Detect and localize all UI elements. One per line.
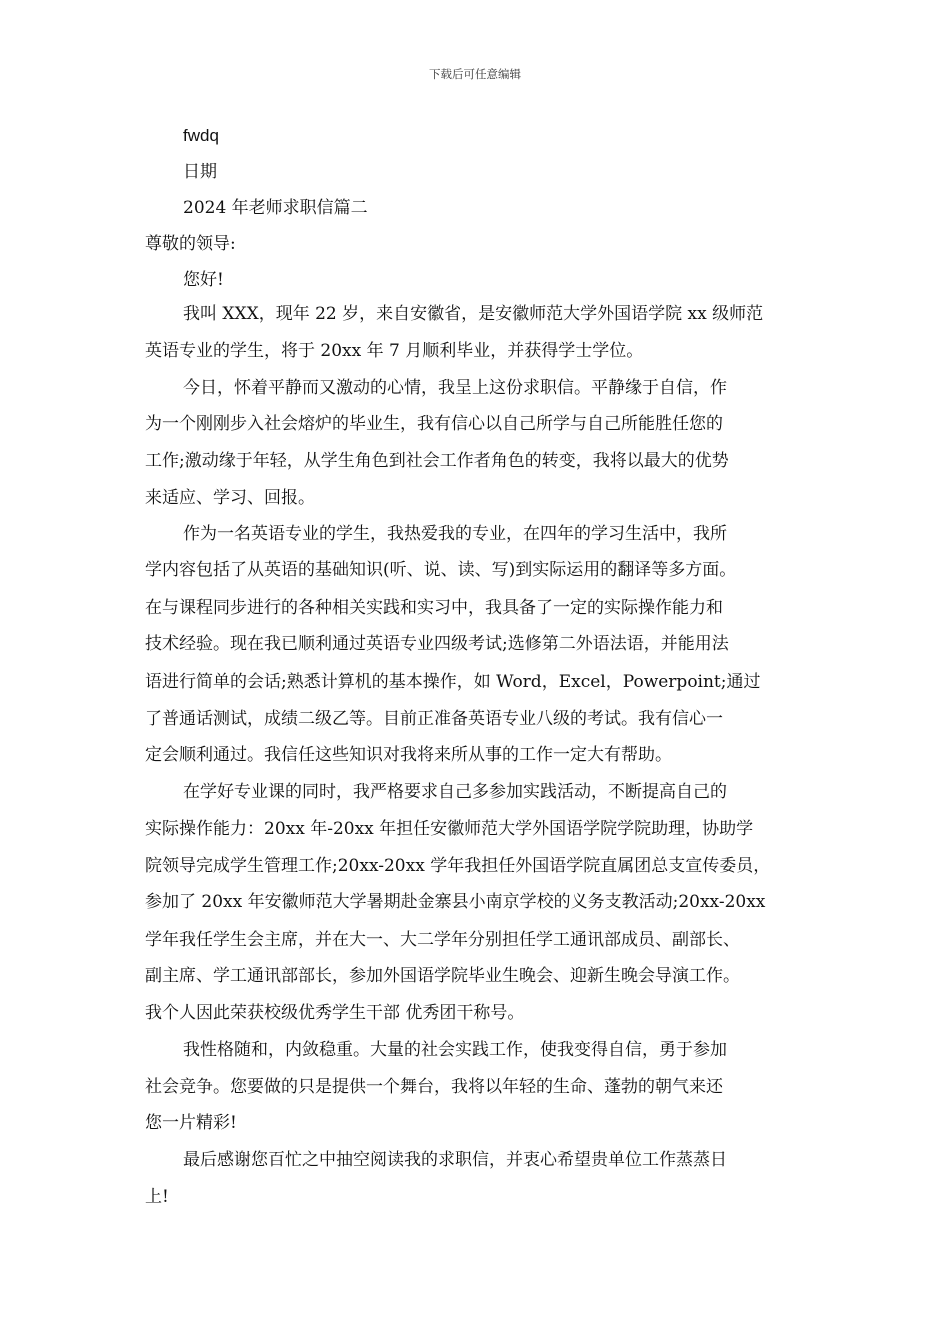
paragraph-line: 您一片精彩! [145, 1113, 237, 1133]
paragraph-line: 实际操作能力：20xx 年-20xx 年担任安徽师范大学外国语学院学院助理，协助学 [145, 819, 754, 839]
paragraph-line: 我性格随和，内敛稳重。大量的社会实践工作，使我变得自信，勇于参加 [183, 1040, 727, 1060]
date-label: 日期 [183, 162, 217, 182]
paragraph-line: 了普通话测试，成绩二级乙等。目前正准备英语专业八级的考试。我有信心一 [145, 709, 723, 729]
paragraph-line: 工作;激动缘于年轻，从学生角色到社会工作者角色的转变，我将以最大的优势 [145, 451, 729, 471]
paragraph-line: 我叫 XXX，现年 22 岁，来自安徽省，是安徽师范大学外国语学院 xx 级师范 [183, 304, 764, 324]
paragraph-line: 院领导完成学生管理工作;20xx-20xx 学年我担任外国语学院直属团总支宣传委员， [145, 856, 771, 876]
section-title: 2024 年老师求职信篇二 [183, 198, 368, 218]
paragraph-line: 参加了 20xx 年安徽师范大学暑期赴金寨县小南京学校的义务支教活动;20xx-20xx [145, 892, 766, 912]
paragraph-line: 技术经验。现在我已顺利通过英语专业四级考试;选修第二外语法语，并能用法 [145, 634, 729, 654]
paragraph-line: 副主席、学工通讯部部长，参加外国语学院毕业生晚会、迎新生晚会导演工作。 [145, 966, 740, 986]
paragraph-line: 学年我任学生会主席，并在大一、大二学年分别担任学工通讯部成员、副部长、 [145, 930, 740, 950]
paragraph-line: 为一个刚刚步入社会熔炉的毕业生，我有信心以自己所学与自己所能胜任您的 [145, 414, 723, 434]
paragraph-line: 上! [145, 1187, 169, 1207]
paragraph-line: 英语专业的学生，将于 20xx 年 7 月顺利毕业，并获得学士学位。 [145, 341, 644, 361]
greeting: 您好! [183, 270, 224, 290]
paragraph-line: 在与课程同步进行的各种相关实践和实习中，我具备了一定的实际操作能力和 [145, 598, 723, 618]
paragraph-line: 作为一名英语专业的学生，我热爱我的专业，在四年的学习生活中，我所 [183, 524, 727, 544]
paragraph-line: 最后感谢您百忙之中抽空阅读我的求职信，并衷心希望贵单位工作蒸蒸日 [183, 1150, 727, 1170]
paragraph-line: 在学好专业课的同时，我严格要求自己多参加实践活动，不断提高自己的 [183, 782, 727, 802]
paragraph-line: 今日，怀着平静而又激动的心情，我呈上这份求职信。平静缘于自信，作 [183, 378, 727, 398]
salutation: 尊敬的领导: [145, 234, 236, 254]
paragraph-line: 社会竞争。您要做的只是提供一个舞台，我将以年轻的生命、蓬勃的朝气来还 [145, 1077, 723, 1097]
paragraph-line: 来适应、学习、回报。 [145, 488, 315, 508]
signature: fwdq [183, 126, 219, 145]
paragraph-line: 定会顺利通过。我信任这些知识对我将来所从事的工作一定大有帮助。 [145, 745, 672, 765]
paragraph-line: 学内容包括了从英语的基础知识(听、说、读、写)到实际运用的翻译等多方面。 [145, 560, 737, 580]
page-header: 下载后可任意编辑 [429, 67, 521, 81]
paragraph-line: 我个人因此荣获校级优秀学生干部 优秀团干称号。 [145, 1003, 525, 1023]
paragraph-line: 语进行简单的会话;熟悉计算机的基本操作，如 Word，Excel，Powerpoint;通过 [145, 672, 761, 692]
